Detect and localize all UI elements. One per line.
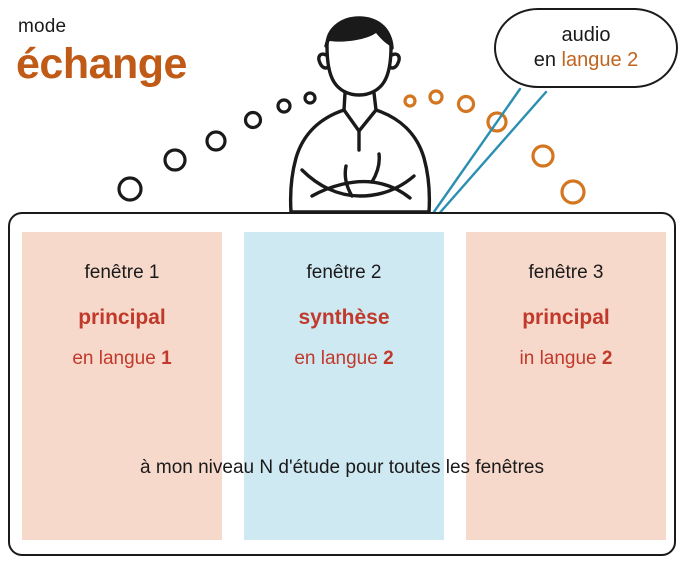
window-2-role: synthèse bbox=[298, 306, 390, 329]
window-2-language-prefix: en langue bbox=[294, 348, 384, 369]
bubble-lang-prefix: en bbox=[533, 49, 562, 71]
window-3-language-number: 2 bbox=[601, 348, 613, 369]
window-1-title: fenêtre 1 bbox=[84, 262, 160, 283]
window-1-language-prefix: en langue bbox=[72, 348, 162, 369]
dark-bubble-trail bbox=[119, 93, 315, 200]
windows-columns bbox=[10, 214, 674, 554]
windows-panel bbox=[8, 212, 676, 556]
person-icon bbox=[291, 18, 430, 212]
window-1-language bbox=[22, 348, 222, 370]
window-2-title: fenêtre 2 bbox=[306, 262, 382, 283]
bubble-line-audio: audio bbox=[561, 24, 611, 46]
orange-bubble-trail bbox=[405, 91, 584, 203]
window-1-role: principal bbox=[78, 306, 166, 329]
window-column-2[interactable] bbox=[244, 232, 444, 540]
window-column-1[interactable] bbox=[22, 232, 222, 540]
mode-label: mode bbox=[18, 16, 67, 37]
window-2-language bbox=[244, 348, 444, 370]
page-title: échange bbox=[16, 40, 187, 88]
window-3-role: principal bbox=[522, 306, 610, 329]
footer-note: à mon niveau N d'étude pour toutes les fenêtres bbox=[140, 457, 544, 478]
window-3-title: fenêtre 3 bbox=[528, 262, 604, 283]
window-1-language-number: 1 bbox=[161, 348, 172, 369]
window-3-language bbox=[466, 348, 666, 370]
window-3-language-prefix: in langue bbox=[519, 348, 602, 369]
window-column-3[interactable] bbox=[466, 232, 666, 540]
bubble-lang-accent: langue 2 bbox=[561, 49, 639, 71]
bubble-line-language bbox=[534, 48, 639, 73]
window-2-language-number: 2 bbox=[383, 348, 394, 369]
speech-bubble bbox=[494, 8, 678, 88]
